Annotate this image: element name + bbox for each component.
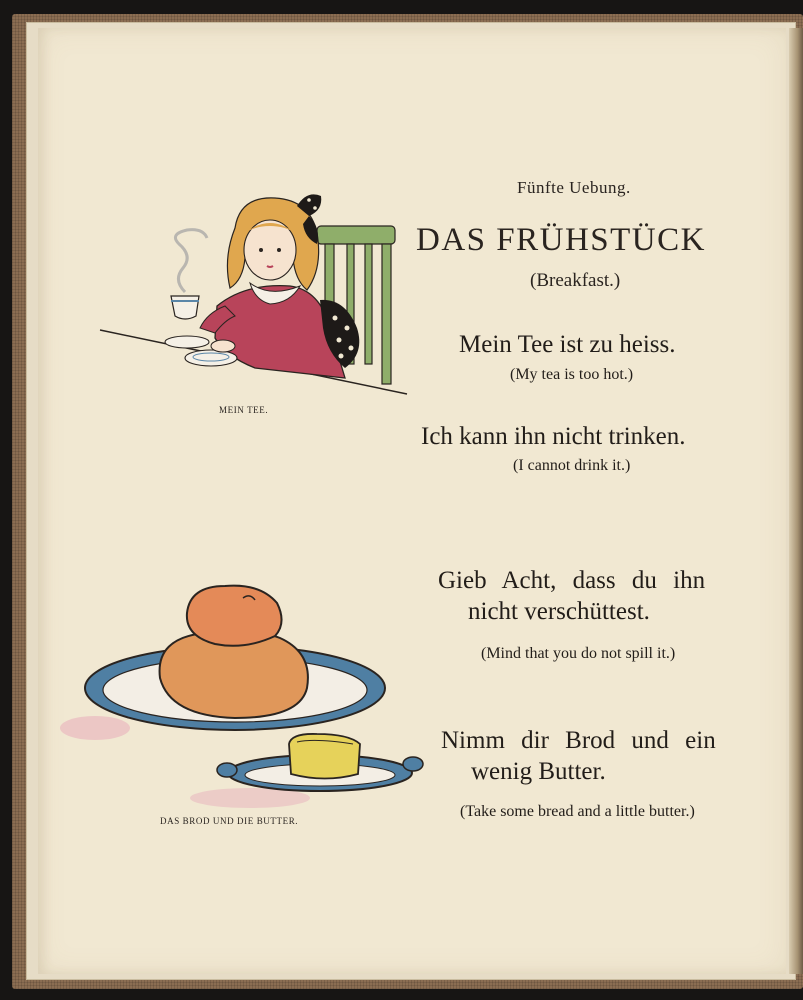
page-subtitle: (Breakfast.) bbox=[530, 270, 621, 291]
german-sentence-4-line-2: wenig Butter. bbox=[471, 758, 606, 785]
steam bbox=[175, 230, 207, 292]
saucer bbox=[165, 336, 209, 348]
plate bbox=[185, 350, 237, 366]
english-translation-1: (My tea is too hot.) bbox=[510, 366, 634, 383]
book-spine bbox=[789, 28, 803, 974]
bread-caption: DAS BROD UND DIE BUTTER. bbox=[160, 816, 299, 826]
page-title: DAS FRÜHSTÜCK bbox=[416, 222, 706, 258]
german-sentence-4-line-1: Nimm dir Brod und ein bbox=[441, 727, 716, 754]
bread-roll-top bbox=[187, 586, 282, 646]
english-translation-3: (Mind that you do not spill it.) bbox=[481, 645, 676, 662]
lesson-number: Fünfte Uebung. bbox=[517, 178, 631, 197]
english-translation-4: (Take some bread and a little butter.) bbox=[460, 803, 695, 820]
german-sentence-2: Ich kann ihn nicht trinken. bbox=[421, 423, 686, 450]
tea-cup bbox=[171, 296, 199, 319]
book-page bbox=[38, 28, 786, 974]
german-sentence-1: Mein Tee ist zu heiss. bbox=[459, 331, 676, 358]
english-translation-2: (I cannot drink it.) bbox=[513, 457, 631, 474]
german-sentence-3-line-1: Gieb Acht, dass du ihn bbox=[438, 567, 706, 594]
girl-drinking-tea-illustration bbox=[95, 188, 415, 398]
german-sentence-3-line-2: nicht verschüttest. bbox=[468, 598, 650, 625]
bread-and-butter-illustration bbox=[55, 578, 435, 818]
tea-caption: MEIN TEE. bbox=[219, 405, 269, 415]
